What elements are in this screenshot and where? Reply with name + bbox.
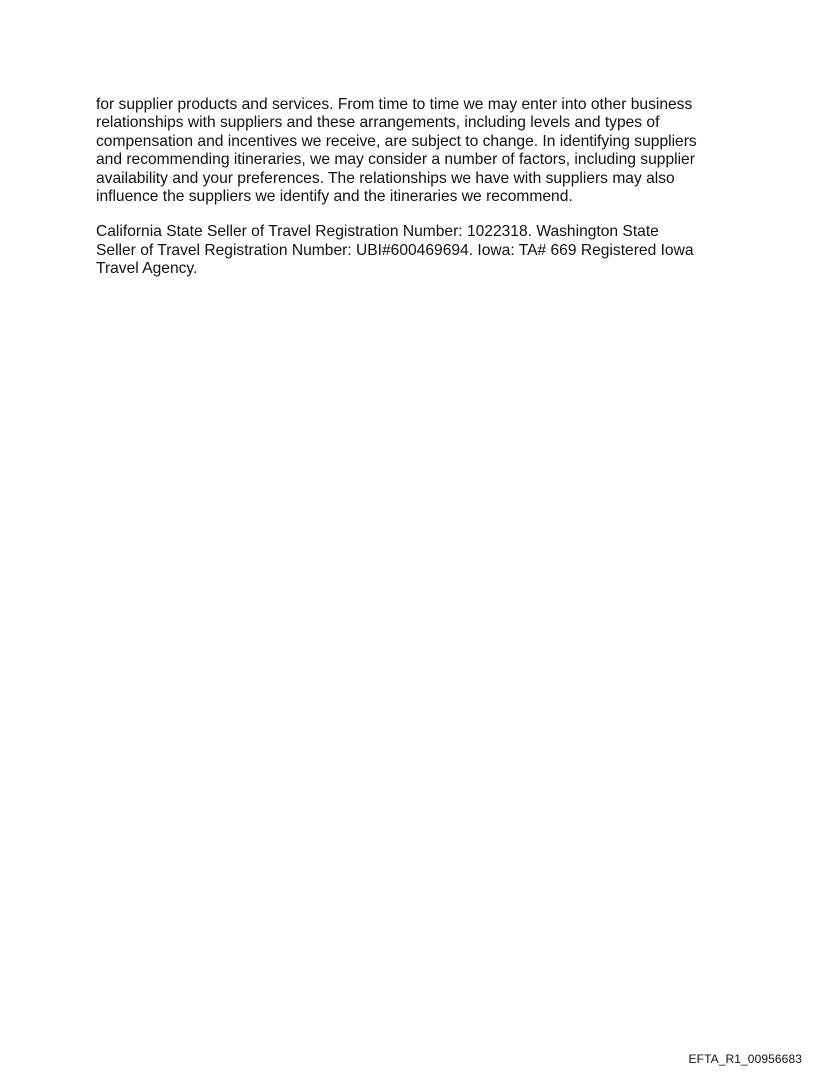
document-id-stamp: EFTA_R1_00956683 — [688, 1052, 802, 1066]
document-body — [96, 96, 724, 279]
paragraph-supplier-relationships: for supplier products and services. From time to time we may enter into other business relationships with suppliers and these arrangements, including levels and types of compensation and incentives we receive, are subject to change. In identifying suppliers and recommending itineraries, we may consider a number of factors, including supplier availability and your preferences. The relationships we have with suppliers may also influence the suppliers we identify and the itineraries we recommend. — [96, 96, 697, 206]
paragraph-registration-numbers: California State Seller of Travel Registration Number: 1022318. Washington State Seller of Travel Registration Number: UBI#600469694. Iowa: TA# 669 Registered Iowa Travel Agency. — [96, 223, 694, 278]
